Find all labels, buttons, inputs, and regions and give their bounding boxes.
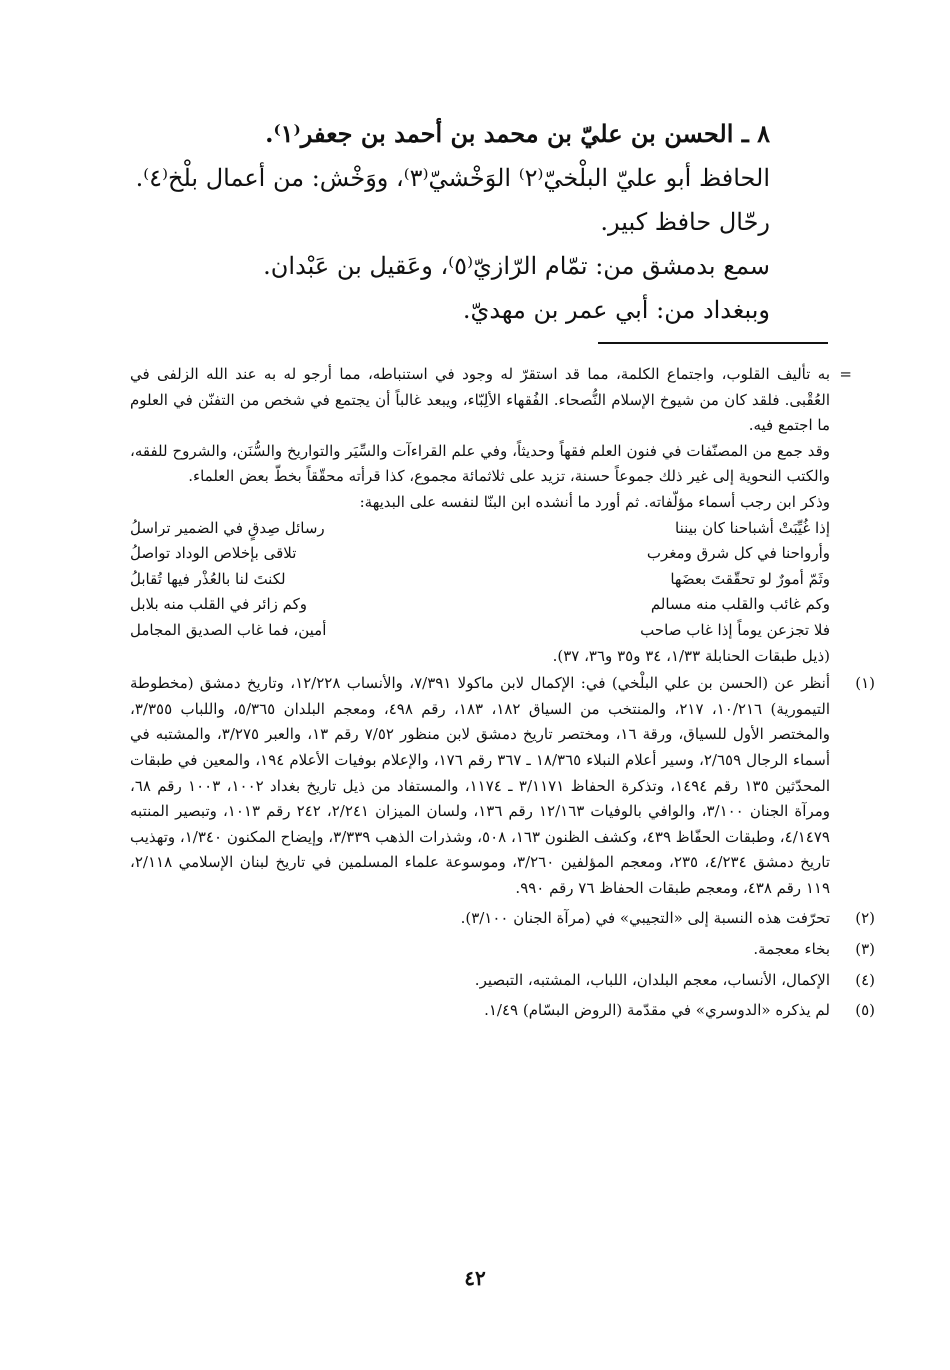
verse-first-half: إذا غُيِّبَتْ أشباحنا كان بيننا [675, 518, 830, 537]
verse-first-half: وأرواحنا في كل شرق ومغرب [646, 544, 830, 563]
poem-verse [130, 592, 830, 618]
footnote-number: (٤) [855, 970, 875, 989]
poem [130, 516, 830, 644]
footnote-text: بخاء معجمة. [753, 940, 830, 959]
footnote-number: (٣) [855, 940, 875, 959]
footnote-text: تحرّفت هذه النسبة إلى «التجيبي» في (مرآة الجنان ٣/١٠٠). [460, 909, 830, 928]
footnotes-section [130, 362, 875, 1029]
poem-verse [130, 541, 830, 567]
entry-title: ٨ ـ الحسن بن عليّ بن محمد بن أحمد بن جعفر⁽١⁾. [265, 119, 770, 148]
poem-verse [130, 567, 830, 593]
verse-first-half: فلا تجزعن يوماً إذا غاب صاحب [640, 620, 830, 639]
footnote-separator [598, 342, 828, 344]
verse-second-half: لكنتَ لنا بالعُذْر فيها تُقابلُ [130, 569, 286, 588]
footnote-text: لم يذكره «الدوسري» في مقدّمة (الروض البسّام) ١/٤٩. [484, 1001, 830, 1020]
biography-entry [135, 112, 770, 332]
poem-verse [130, 618, 830, 644]
note-paragraph: وقد جمع من المصنّفات في فنون العلم فقهاً وحديثاً، وفي علم القراءآت والسِّيَر والتواريخ والسُّنَن، والشروح للفقه، والكتب النحوية إلى غير ذلك جموعاً حسنة، تزيد على ثلاثمائة مجموع، كذا قرأته محقّقاً بخطّ بعض العلماء. [130, 441, 830, 486]
footnote-number: (١) [855, 674, 875, 693]
continuation-mark: = [839, 365, 852, 383]
footnote-text: الإكمال، الأنساب، معجم البلدان، اللباب، المشتبه، التبصير. [474, 970, 830, 989]
footnote [130, 937, 875, 963]
note-paragraph: به تأليف القلوب، واجتماع الكلمة، مما قد استقرّ له وجود في استنباطه، مما أرجو له به عند الله الزلفى في العُقْبى. فلقد كان من شيوخ الإسلام النُّصحاء. الفُقهاء الألِبّاء، ويبعد غالباً أن يجتمع في شخص من التفنّن في العلوم ما اجتمع فيه. [130, 365, 830, 435]
verse-second-half: وكم زائر في القلب منه بلابل [130, 595, 308, 614]
entry-line: رحّال حافظ كبير. [600, 208, 770, 236]
footnote [130, 998, 875, 1024]
footnote [130, 906, 875, 932]
poem-source: (ذيل طبقات الحنابلة ١/٣٣، ٣٤ و٣٥ و٣٦، ٣٧). [552, 646, 830, 665]
footnote-list [130, 671, 875, 1024]
footnote [130, 968, 875, 994]
poem-verse [130, 516, 830, 542]
entry-line: وببغداد من: أبي عمر بن مهديّ. [462, 296, 770, 324]
page-number: ٤٢ [464, 1266, 486, 1290]
verse-second-half: أمين، فما غاب الصديق المجامل [130, 620, 327, 639]
note-paragraph: وذكر ابن رجب أسماء مؤلّفاته. ثم أورد ما أنشده ابن البنّا لنفسه على البديهة: [359, 492, 830, 511]
footnote [130, 671, 875, 901]
entry-line: سمع بدمشق من: تمّام الرّازيّ⁽٥⁾، وعَقيل بن عَبْدان. [263, 252, 770, 280]
footnote-text: أنظر عن (الحسن بن علي البلْخي) في: الإكمال لابن ماكولا ٧/٣٩١، والأنساب ١٢/٢٢٨، وتاريخ دمشق (مخطوطة التيمورية) ١٠/٢١٦، ٢١٧، والمنتخب من السياق ١٨٢، ١٨٣، رقم ٤٩٨، ومعجم البلدان ٥/٣٦٥، واللباب ٣/٣٥٥، والمختصر الأول للسياق، ورقة ١٦، ومختصر تاريخ دمشق لابن منظور ٧/٥٢ رقم ١٣، والعبر ٣/٢٧٥، والمشتبه في أسماء الرجال ٢/٦٥٩، وسير أعلام النبلاء ١٨/٣٦٥ ـ ٣٦٧ رقم ١٧٦، والإعلام بوفيات الأعلام ١٩٤، والمعين في طبقات المحدّثين ١٣٥ رقم ١٤٩٤، وتذكرة الحفاظ ٣/١١٧١ ـ ١١٧٤، والمستفاد من ذيل تاريخ بغداد ١٠٠٢، ١٠٠٣ رقم ٦٨، ومرآة الجنان ٣/١٠٠، والوافي بالوفيات ١٢/١٦٣ رقم ١٣٦، ولسان الميزان ٢/٢٤١، ٢٤٢ رقم ١٠١٣، وتبصير المنتبه ٤/١٤٧٩، وطبقات الحفّاظ ٤٣٩، وكشف الظنون ١٦٣، ٥٠٨، وشذرات الذهب ٣/٣٣٩، وإيضاح المكنون ١/٣٤٠، وتهذيب تاريخ دمشق ٤/٢٣٤، ٢٣٥، ومعجم المؤلفين ٣/٢٦٠، وموسوعة علماء المسلمين في تاريخ لبنان الإسلامي ٢/١١٨، ١١٩ رقم ٤٣٨، ومعجم طبقات الحفاظ ٧٦ رقم ٩٩٠. [130, 674, 831, 897]
verse-second-half: رسائل صِدقٍ في الضمير تراسلُ [130, 518, 325, 537]
footnote-number: (٢) [855, 909, 875, 928]
verse-first-half: وكم غائب والقلب منه مسالم [650, 595, 830, 614]
entry-line: الحافظ أبو عليّ البلْخيّ⁽٢⁾ الوَخْشيّ⁽٣⁾، ووَخْش: من أعمال بلْخ⁽٤⁾. [135, 164, 770, 192]
verse-first-half: وثَمّ أمورٌ لو تحقّقتَ بعضَها [670, 569, 830, 588]
footnote-number: (٥) [855, 1001, 875, 1020]
verse-second-half: تلاقى بإخلاص الوداد تواصلُ [130, 544, 297, 563]
